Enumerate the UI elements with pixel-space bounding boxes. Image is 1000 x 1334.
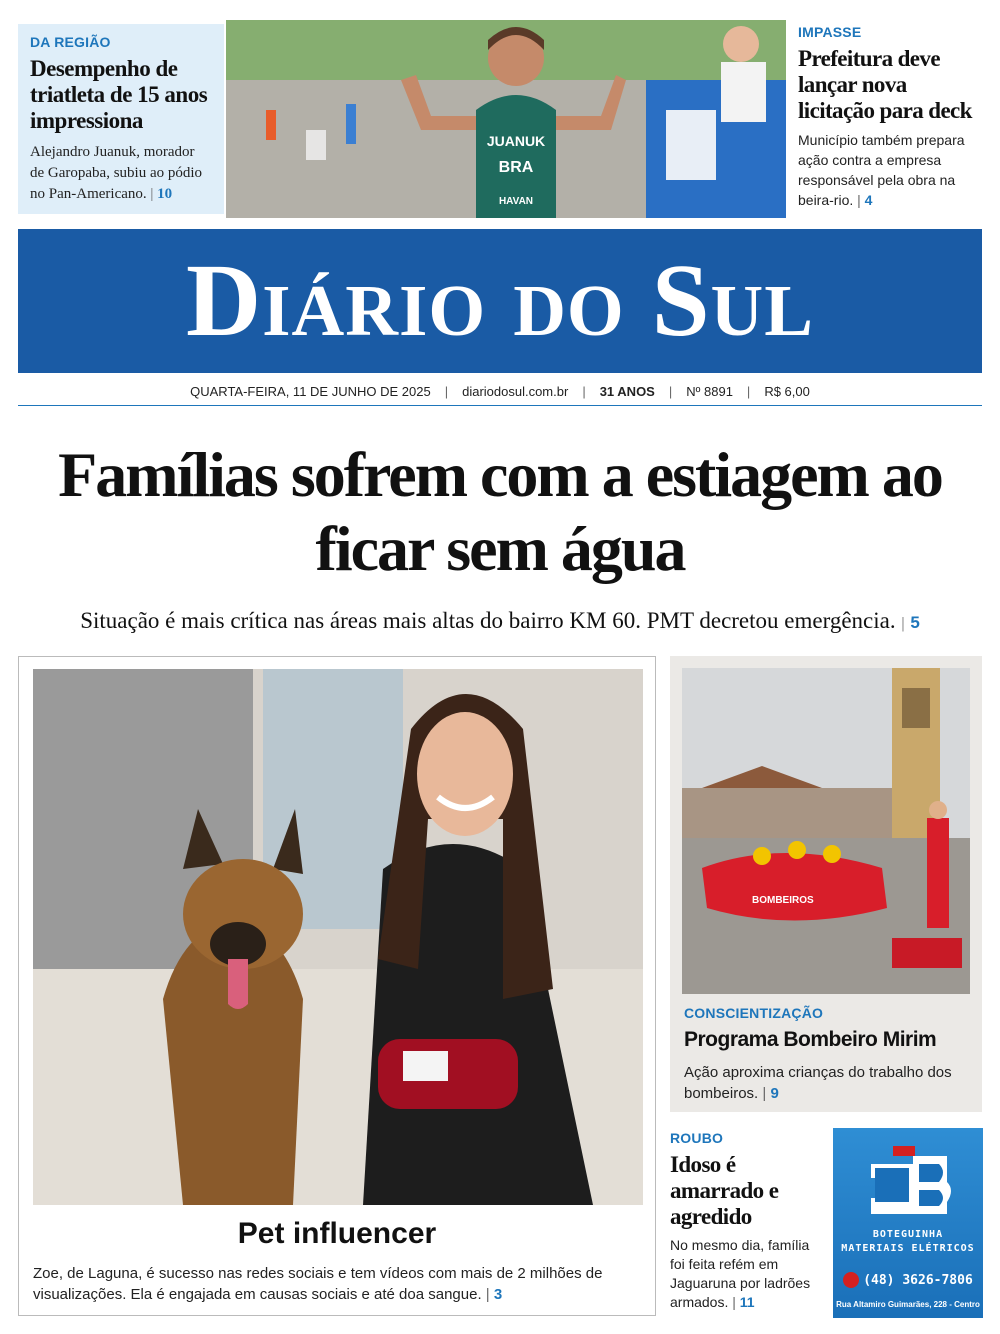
- dateline: [18, 378, 982, 406]
- phone-icon: [843, 1272, 859, 1288]
- page-reference[interactable]: 5: [910, 613, 920, 632]
- bombeiro-photo: [682, 668, 970, 994]
- teaser-body-text: Município também prepara ação contra a empresa responsável pela obra na beira-rio.: [798, 132, 965, 208]
- roubo-body-text: No mesmo dia, família foi feita refém em Jaguaruna por ladrões armados.: [670, 1237, 811, 1310]
- bombeiro-feature[interactable]: [670, 656, 982, 1112]
- pet-title[interactable]: Pet influencer: [237, 1217, 437, 1250]
- teaser-body-text: Alejandro Juanuk, morador de Garopaba, subiu ao pódio no Pan-Americano.: [30, 144, 203, 202]
- separator: |: [150, 186, 154, 202]
- page-reference[interactable]: 10: [157, 186, 173, 202]
- teaser-kicker: DA REGIÃO: [30, 34, 111, 50]
- pet-body: [33, 1263, 639, 1305]
- fire-station-raft-illustration: [682, 668, 970, 994]
- bombeiro-title[interactable]: Programa Bombeiro Mirim: [684, 1028, 937, 1051]
- ad-address: Rua Altamiro Guimarães, 228 - Centro: [836, 1300, 980, 1309]
- triathlete-photo: [226, 20, 786, 218]
- ad-phone-row: [833, 1272, 983, 1288]
- website-link[interactable]: diariodosul.com.br: [462, 384, 569, 399]
- edition-number: Nº 8891: [686, 384, 733, 399]
- main-subhead-text: Situação é mais crítica nas áreas mais altas do bairro KM 60. PMT decretou emergência.: [80, 608, 896, 633]
- main-headline[interactable]: Famílias sofrem com a estiagem ao ficar sem água: [58, 439, 942, 584]
- roubo-teaser[interactable]: [670, 1130, 820, 1320]
- separator: |: [444, 384, 449, 399]
- page-reference[interactable]: 3: [493, 1286, 503, 1303]
- advertisement[interactable]: [833, 1128, 983, 1318]
- roubo-headline[interactable]: Idoso é amarrado e agredido: [670, 1152, 779, 1229]
- anniversary-label: 31 ANOS: [599, 384, 655, 399]
- issue-price: R$ 6,00: [764, 384, 810, 399]
- dog-and-woman-illustration: [33, 669, 643, 1205]
- ad-business-name: [833, 1228, 983, 1256]
- separator: |: [485, 1286, 490, 1303]
- teaser-headline[interactable]: Desempenho de triatleta de 15 anos impressiona: [30, 56, 208, 133]
- top-right-teaser[interactable]: [798, 24, 984, 220]
- roubo-body: [670, 1236, 820, 1312]
- separator: |: [582, 384, 586, 399]
- jersey-country: BRA: [498, 159, 534, 176]
- roubo-kicker: ROUBO: [670, 1130, 724, 1146]
- separator: |: [901, 615, 905, 632]
- ad-name-line2: MATERIAIS ELÉTRICOS: [841, 1243, 975, 1254]
- separator: |: [668, 384, 673, 399]
- teaser-body: [30, 142, 212, 205]
- jb-logo-icon: [863, 1142, 955, 1222]
- separator: |: [746, 384, 751, 399]
- main-subhead: [20, 608, 980, 634]
- pet-body-text: Zoe, de Laguna, é sucesso nas redes sociais e tem vídeos com mais de 2 milhões de visualizações. Ela é engajada em causas sociais e até doa sangue.: [33, 1265, 603, 1303]
- triathlete-illustration: [226, 20, 786, 218]
- jersey-name: JUANUK: [486, 133, 546, 149]
- jersey-sponsor: HAVAN: [498, 196, 534, 207]
- bombeiro-body-text: Ação aproxima crianças do trabalho dos bombeiros.: [684, 1064, 952, 1102]
- pet-photo: [33, 669, 643, 1205]
- ad-phone[interactable]: (48) 3626-7806: [863, 1272, 973, 1288]
- separator: |: [732, 1294, 736, 1310]
- teaser-kicker: IMPASSE: [798, 24, 862, 40]
- page-reference[interactable]: 9: [770, 1085, 779, 1102]
- issue-date: QUARTA-FEIRA, 11 DE JUNHO DE 2025: [190, 384, 431, 399]
- page-reference[interactable]: 11: [739, 1294, 755, 1310]
- top-left-teaser[interactable]: [18, 24, 224, 214]
- separator: |: [762, 1085, 767, 1102]
- page-reference[interactable]: 4: [864, 192, 873, 208]
- bombeiro-kicker: CONSCIENTIZAÇÃO: [684, 1005, 824, 1021]
- bombeiro-body: [684, 1062, 974, 1104]
- raft-text: BOMBEIROS: [752, 895, 814, 906]
- ad-name-line1: BOTEGUINHA: [872, 1229, 944, 1240]
- newspaper-title[interactable]: Diário do Sul: [186, 243, 814, 358]
- teaser-body: [798, 130, 984, 210]
- pet-feature[interactable]: [18, 656, 656, 1316]
- masthead: [18, 229, 982, 373]
- teaser-headline[interactable]: Prefeitura deve lançar nova licitação para deck: [798, 46, 972, 123]
- separator: |: [857, 192, 861, 208]
